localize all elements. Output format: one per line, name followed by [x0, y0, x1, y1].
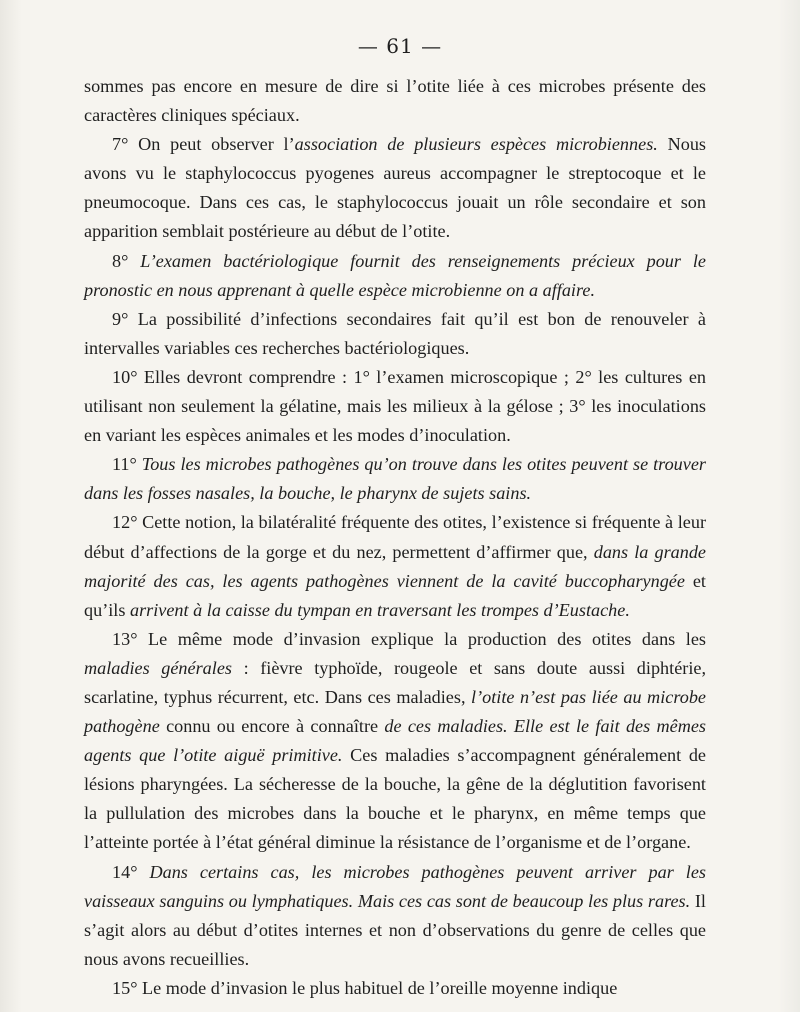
- text-run: : fièvre typhoïde, rougeole et sans doute aussi diphtérie, scarlatine, typhus récurrent, etc. Dans ces maladies,: [84, 657, 706, 707]
- text-run: 9° La possibilité d’infections secondaires fait qu’il est bon de renouveler à intervalles variables ces recherches bactériologiques.: [84, 308, 706, 358]
- italic-run: dans la grande majorité des cas, les agents pathogènes viennent de la cavité buccopharyngée: [84, 541, 706, 591]
- text-run: 10° Elles devront comprendre : 1° l’examen microscopique ; 2° les cultures en utilisant non seulement la gélatine, mais les milieux à la gélose ; 3° les inoculations en variant les espèces animales et les modes d’inoculation.: [84, 366, 706, 446]
- text-run: connu ou encore à connaître: [159, 716, 385, 737]
- paragraph: [84, 858, 706, 974]
- italic-run: L’examen bactériologique fournit des renseignements précieux pour le pronostic en nous apprenant à quelle espèce microbienne on a affaire.: [84, 250, 706, 300]
- text-run: 7° On peut observer l’: [112, 134, 295, 155]
- italic-run: arrivent à la caisse du tympan en traversant les trompes d’Eustache.: [129, 599, 630, 620]
- paragraph: [84, 508, 706, 624]
- italic-run: Tous les microbes pathogènes qu’on trouve dans les otites peuvent se trouver dans les fosses nasales, la bouche, le pharynx de sujets sains.: [84, 454, 706, 504]
- paragraph: [84, 247, 706, 305]
- text-run: sommes pas encore en mesure de dire si l’otite liée à ces microbes présente des caractères cliniques spéciaux.: [84, 76, 706, 126]
- italic-run: maladies générales: [84, 657, 232, 678]
- italic-run: l’otite n’est pas liée au microbe pathogène: [84, 686, 706, 737]
- italic-run: de ces maladies. Elle est le fait des mêmes agents que l’otite aiguë primitive.: [84, 716, 706, 766]
- text-run: Ces maladies s’accompagnent généralement de lésions pharyngées. La sécheresse de la bouche, la gêne de la déglutition favorisent la pullulation des microbes dans la bouche et le pharynx, en même temps que l’atteinte portée à l’état général diminue la résistance de l’organisme et de l’organe.: [84, 745, 707, 853]
- paragraph: [84, 625, 706, 858]
- text-run: 13° Le même mode d’invasion explique la production des otites dans les: [112, 628, 706, 649]
- page-number: — 61 —: [357, 34, 443, 58]
- paragraph: [84, 974, 706, 1003]
- text-run: et qu’ils: [84, 570, 706, 620]
- italic-run: Dans certains cas, les microbes pathogènes peuvent arriver par les vaisseaux sanguins ou lymphatiques. Mais ces cas sont de beaucoup les plus rares.: [84, 861, 706, 911]
- italic-run: association de plusieurs espèces microbiennes.: [294, 134, 658, 155]
- paragraph: [84, 130, 706, 246]
- paragraph: [84, 305, 706, 363]
- paragraph: [84, 363, 706, 450]
- text-run: 14°: [112, 861, 150, 882]
- paragraph: [84, 450, 706, 508]
- text-run: 11°: [112, 454, 142, 475]
- text-run: Il s’agit alors au début d’otites internes et non d’observations du genre de celles que nous avons recueillies.: [84, 890, 706, 969]
- text-run: 12° Cette notion, la bilatéralité fréquente des otites, l’existence si fréquente à leur début d’affections de la gorge et du nez, permettent d’affirmer que,: [84, 512, 706, 562]
- text-run: Nous avons vu le staphylococcus pyogenes aureus accompagner le streptocoque et le pneumocoque. Dans ces cas, le staphylococcus jouait un rôle secondaire et son apparition semblait postérieure au début de l’otite.: [84, 134, 706, 242]
- body-text: [84, 72, 706, 1003]
- paragraph: [84, 72, 706, 130]
- text-run: 8°: [112, 250, 141, 271]
- text-run: 15° Le mode d’invasion le plus habituel de l’oreille moyenne indique: [112, 977, 618, 998]
